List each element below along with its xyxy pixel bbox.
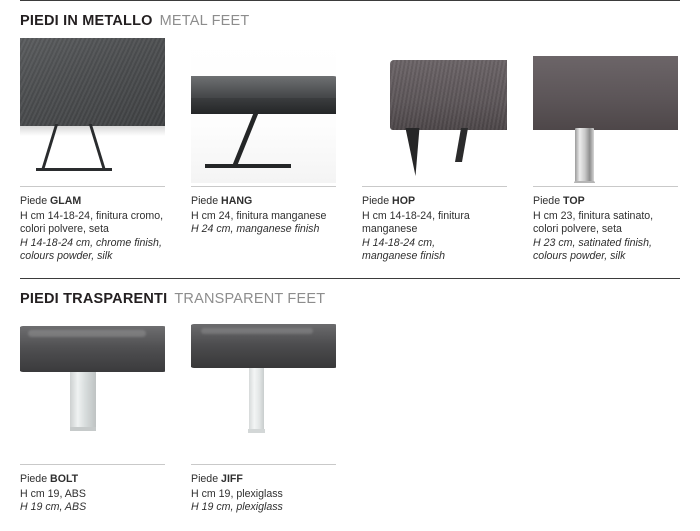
product-item-bolt <box>20 316 165 515</box>
spec-it-line2: colori polvere, seta <box>20 223 109 236</box>
product-item-hang <box>191 38 336 237</box>
product-label-prefix: Piede <box>191 472 222 485</box>
spec-en-line1: H 14-18-24 cm, chrome finish, <box>20 236 162 249</box>
piede-bolt-photo <box>20 316 165 461</box>
spec-it-line2: colori polvere, seta <box>533 223 622 236</box>
spec-it-line1: H cm 24, finitura manganese <box>191 209 327 222</box>
product-name-line <box>191 473 336 487</box>
spec-it-line1: H cm 23, finitura satinato, <box>533 209 654 222</box>
caption-hop <box>362 187 507 264</box>
section-heading-metal <box>20 1 680 38</box>
caption-glam <box>20 187 165 264</box>
piede-hop-photo <box>362 38 507 183</box>
spec-en-line1: H 23 cm, satinated finish, <box>533 236 652 249</box>
spec-it-line2: manganese <box>362 223 418 236</box>
product-name-line <box>20 195 165 209</box>
transparent-feet-grid <box>20 316 680 515</box>
section-title-it: PIEDI IN METALLO <box>20 13 153 29</box>
caption-jiff <box>191 465 336 515</box>
section-title-it: PIEDI TRASPARENTI <box>20 290 168 307</box>
spec-en-line1: H 19 cm, ABS <box>20 501 87 514</box>
product-label-prefix: Piede <box>20 472 51 485</box>
product-item-hop <box>362 38 507 264</box>
piede-jiff-photo <box>191 316 336 461</box>
product-name: BOLT <box>50 472 79 485</box>
spec-en-line1: H 14-18-24 cm, <box>362 236 436 249</box>
product-name-line <box>362 195 507 209</box>
product-label-prefix: Piede <box>191 195 222 207</box>
spec-it-line1: H cm 14-18-24, finitura cromo, <box>20 209 164 222</box>
caption-bolt <box>20 465 165 515</box>
spec-it-line1: H cm 14-18-24, finitura <box>362 209 470 222</box>
product-name: HANG <box>221 195 253 207</box>
product-item-jiff <box>191 316 336 515</box>
spec-en-line2: manganese finish <box>362 250 446 263</box>
piede-top-photo <box>533 38 678 183</box>
product-label-prefix: Piede <box>533 195 564 207</box>
product-item-glam <box>20 38 165 264</box>
spec-en-line1: H 24 cm, manganese finish <box>191 223 320 236</box>
spec-en-line2: colours powder, silk <box>20 250 113 263</box>
product-name-line <box>191 195 336 209</box>
spec-en-line2: colours powder, silk <box>533 250 626 263</box>
product-name-line <box>533 195 678 209</box>
product-name: GLAM <box>50 195 82 207</box>
metal-feet-grid <box>20 38 680 264</box>
piede-glam-photo <box>20 38 165 183</box>
product-name: HOP <box>392 195 416 207</box>
piede-hang-photo <box>191 38 336 183</box>
section-heading-transparent <box>20 279 680 316</box>
caption-hang <box>191 187 336 237</box>
section-metal-feet <box>20 0 680 264</box>
product-label-prefix: Piede <box>20 195 51 207</box>
product-item-top <box>533 38 678 264</box>
spec-it-line1: H cm 19, plexiglass <box>191 487 283 500</box>
spec-it-line1: H cm 19, ABS <box>20 487 86 500</box>
product-label-prefix: Piede <box>362 195 393 207</box>
product-name: JIFF <box>221 472 243 485</box>
spec-en-line1: H 19 cm, plexiglass <box>191 501 283 514</box>
product-name: TOP <box>563 195 585 207</box>
product-name-line <box>20 473 165 487</box>
caption-top <box>533 187 678 264</box>
section-title-en: METAL FEET <box>159 13 250 29</box>
section-title-en: TRANSPARENT FEET <box>174 290 326 307</box>
section-transparent-feet <box>20 278 680 515</box>
